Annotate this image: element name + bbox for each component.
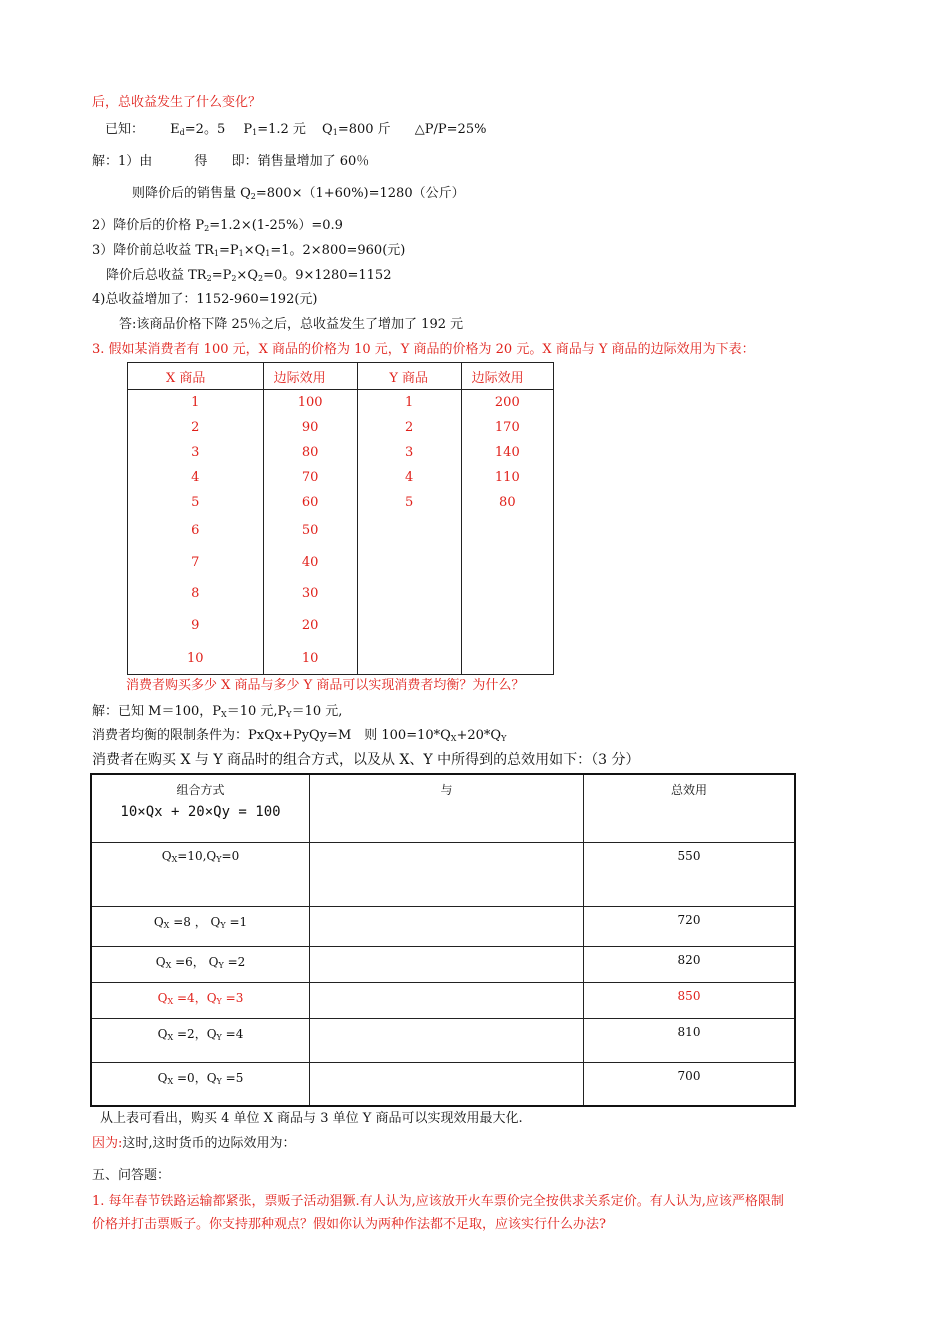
x-mu-cell: 30 [301, 586, 319, 601]
solution-step-1: 解：1）由 得 即：销售量增加了 60％ [92, 154, 370, 169]
answer-line: 答:该商品价格下降 25％之后，总收益发生了增加了 192 元 [119, 317, 464, 332]
y-unit-cell: 3 [405, 445, 414, 460]
combination-intro: 消费者在购买 X 与 Y 商品时的组合方式，以及从 X、Y 中所得到的总效用如下：（3 分） [92, 752, 640, 768]
header-total-utility: 总效用 [584, 774, 796, 842]
header-x-goods: X 商品 [128, 363, 264, 390]
section-heading-qa: 五、问答题： [92, 1168, 171, 1183]
sales-volume-line: 则降价后的销售量 $Q_2=800\times(1+60\%)=1280$（公斤） [132, 186, 465, 201]
x-mu-cell: 50 [301, 523, 319, 538]
x-unit-cell: 7 [191, 555, 200, 570]
x-mu-cell: 100 [297, 395, 323, 410]
y-mu-cell: 200 [494, 395, 520, 410]
x-unit-cell: 5 [191, 495, 200, 510]
question-continuation: 后，总收益发生了什么变化？ [92, 95, 262, 110]
qa-question-1-line-2: 价格并打击票贩子。你支持那种观点？假如你认为两种作法都不足取，应该实行什么办法? [92, 1217, 606, 1232]
solution-step-2: 2）降价后的价格 $P_2=1.2\times(1-25\%)=0.9$ [92, 218, 343, 233]
question-3: 3. 假如某消费者有 100 元，X 商品的价格为 10 元，Y 商品的价格为 20 元。X 商品与 Y 商品的边际效用为下表： [92, 342, 755, 357]
x-unit-cell: 6 [191, 523, 200, 538]
x-unit-cell: 2 [191, 420, 200, 435]
header-y-goods: Y 商品 [357, 363, 461, 390]
x-unit-cell: 9 [191, 618, 200, 633]
header-and: 与 [310, 774, 584, 842]
qa-question-1-line-1: 1. 每年春节铁路运输都紧张，票贩子活动猖獗.有人认为,应该放开火车票价完全按供求关系定价。有人认为,应该严格限制 [92, 1194, 784, 1209]
x-mu-cell: 80 [301, 445, 319, 460]
table-row: $Q_X =2$，$Q_Y =4$ 810 [91, 1018, 795, 1062]
y-mu-cell: 140 [494, 445, 520, 460]
x-mu-cell: 90 [301, 420, 319, 435]
table-row-optimal: $Q_X =4$，$Q_Y =3$ 850 [91, 982, 795, 1018]
solution-given: 解：已知 M＝100，$P_X=10$ 元$,P_Y=10$ 元, [92, 704, 343, 719]
conclusion-line: 从上表可看出，购买 4 单位 X 商品与 3 单位 Y 商品可以实现效用最大化. [100, 1111, 523, 1126]
y-unit-cell: 1 [405, 395, 414, 410]
y-unit-cell: 2 [405, 420, 414, 435]
header-y-mu: 边际效用 [461, 363, 553, 390]
x-unit-cell: 10 [187, 651, 204, 666]
table-row: $Q_X =8$ ， $Q_Y =1$ 720 [91, 906, 795, 946]
table-row: $Q_X =0$，$Q_Y =5$ 700 [91, 1062, 795, 1106]
budget-constraint: 消费者均衡的限制条件为：PxQx+PyQy=M 则 $100=10*Q_X+20*Q_Y$ [92, 728, 507, 743]
x-unit-cell: 1 [191, 395, 200, 410]
solution-step-4: 4)总收益增加了：1152-960=192(元) [92, 292, 318, 307]
y-mu-cell: 80 [499, 495, 516, 510]
x-mu-cell: 20 [301, 618, 319, 633]
header-combination: 组合方式 10×Qx + 20×Qy = 100 [91, 774, 310, 842]
combination-table [90, 773, 796, 1107]
x-unit-cell: 4 [191, 470, 200, 485]
x-mu-cell: 40 [301, 555, 319, 570]
x-mu-cell: 70 [301, 470, 319, 485]
marginal-utility-table [127, 362, 554, 675]
given-values: 已知： $E_d=2$。5 $P_1=1.2$ 元 $Q_1=800$ 斤 △P/P=25% [105, 122, 487, 137]
y-mu-cell: 170 [494, 420, 520, 435]
table-row: $Q_X=10,Q_Y=0$ 550 [91, 842, 795, 906]
solution-step-3: 3）降价前总收益 $TR_1=P_1\times Q_1=1$。2×800=960(元) [92, 243, 406, 258]
y-mu-cell: 110 [494, 470, 520, 485]
equilibrium-question: 消费者购买多少 X 商品与多少 Y 商品可以实现消费者均衡？为什么？ [126, 678, 525, 693]
x-unit-cell: 3 [191, 445, 200, 460]
y-unit-cell: 5 [405, 495, 414, 510]
table-row: $Q_X =6$， $Q_Y =2$ 820 [91, 946, 795, 982]
x-unit-cell: 8 [191, 586, 200, 601]
x-mu-cell: 60 [301, 495, 319, 510]
revenue-after-line: 降价后总收益 $TR_2=P_2\times Q_2=0$。9×1280=1152 [106, 268, 392, 283]
header-x-mu: 边际效用 [263, 363, 357, 390]
x-mu-cell: 10 [301, 651, 319, 666]
reason-line: 因为:这时,这时货币的边际效用为： [92, 1136, 296, 1151]
y-unit-cell: 4 [405, 470, 414, 485]
